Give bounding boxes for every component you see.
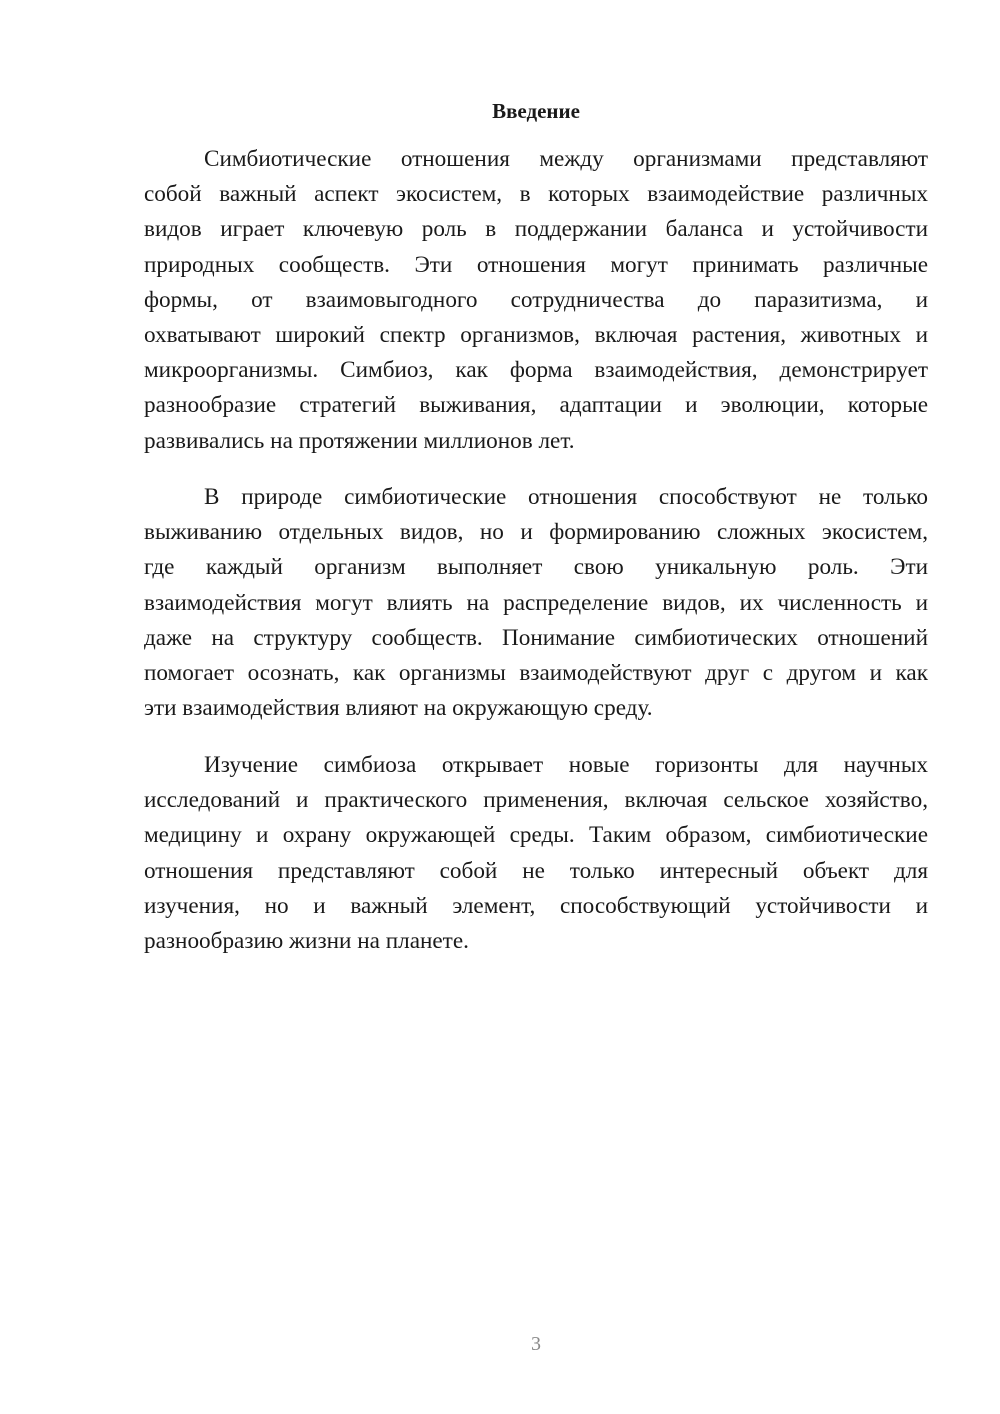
text-line: даже на структуру сообществ. Понимание симбиотических отношений — [144, 624, 928, 651]
text-line: охватывают широкий спектр организмов, включая растения, животных и — [144, 322, 928, 349]
page-number: 3 — [531, 1333, 541, 1355]
paragraph-3 — [144, 748, 928, 959]
text-line: эти взаимодействия влияют на окружающую среду. — [144, 695, 653, 722]
text-line: помогает осознать, как организмы взаимодействуют друг с другом и как — [144, 660, 928, 687]
text-line: собой важный аспект экосистем, в которых взаимодействие различных — [144, 181, 928, 208]
text-line: В природе симбиотические отношения способствуют не только — [204, 484, 928, 510]
text-line: взаимодействия могут влиять на распределение видов, их численность и — [144, 589, 928, 616]
text-line: медицину и охрану окружающей среды. Таким образом, симбиотические — [144, 822, 928, 849]
text-line: Изучение симбиоза открывает новые горизонты для научных — [204, 752, 928, 778]
text-line: формы, от взаимовыгодного сотрудничества до паразитизма, и — [144, 286, 928, 313]
section-title: Введение — [492, 99, 580, 123]
text-line: микроорганизмы. Симбиоз, как форма взаимодействия, демонстрирует — [144, 357, 928, 384]
text-line: изучения, но и важный элемент, способствующий устойчивости и — [144, 892, 928, 919]
text-line: развивались на протяжении миллионов лет. — [144, 427, 575, 454]
text-line: Симбиотические отношения между организмами представляют — [204, 146, 928, 172]
paragraph-1 — [144, 142, 928, 459]
text-line: разнообразию жизни на планете. — [144, 928, 469, 955]
text-line: выживанию отдельных видов, но и формированию сложных экосистем, — [144, 519, 928, 546]
text-line: где каждый организм выполняет свою уникальную роль. Эти — [144, 554, 928, 581]
text-line: отношения представляют собой не только интересный объект для — [144, 857, 928, 884]
text-line: разнообразие стратегий выживания, адаптации и эволюции, которые — [144, 392, 928, 419]
text-line: исследований и практического применения, включая сельское хозяйство, — [144, 787, 928, 814]
paragraph-2 — [144, 480, 928, 726]
text-line: видов играет ключевую роль в поддержании баланса и устойчивости — [144, 216, 928, 243]
text-line: природных сообществ. Эти отношения могут принимать различные — [144, 251, 928, 278]
